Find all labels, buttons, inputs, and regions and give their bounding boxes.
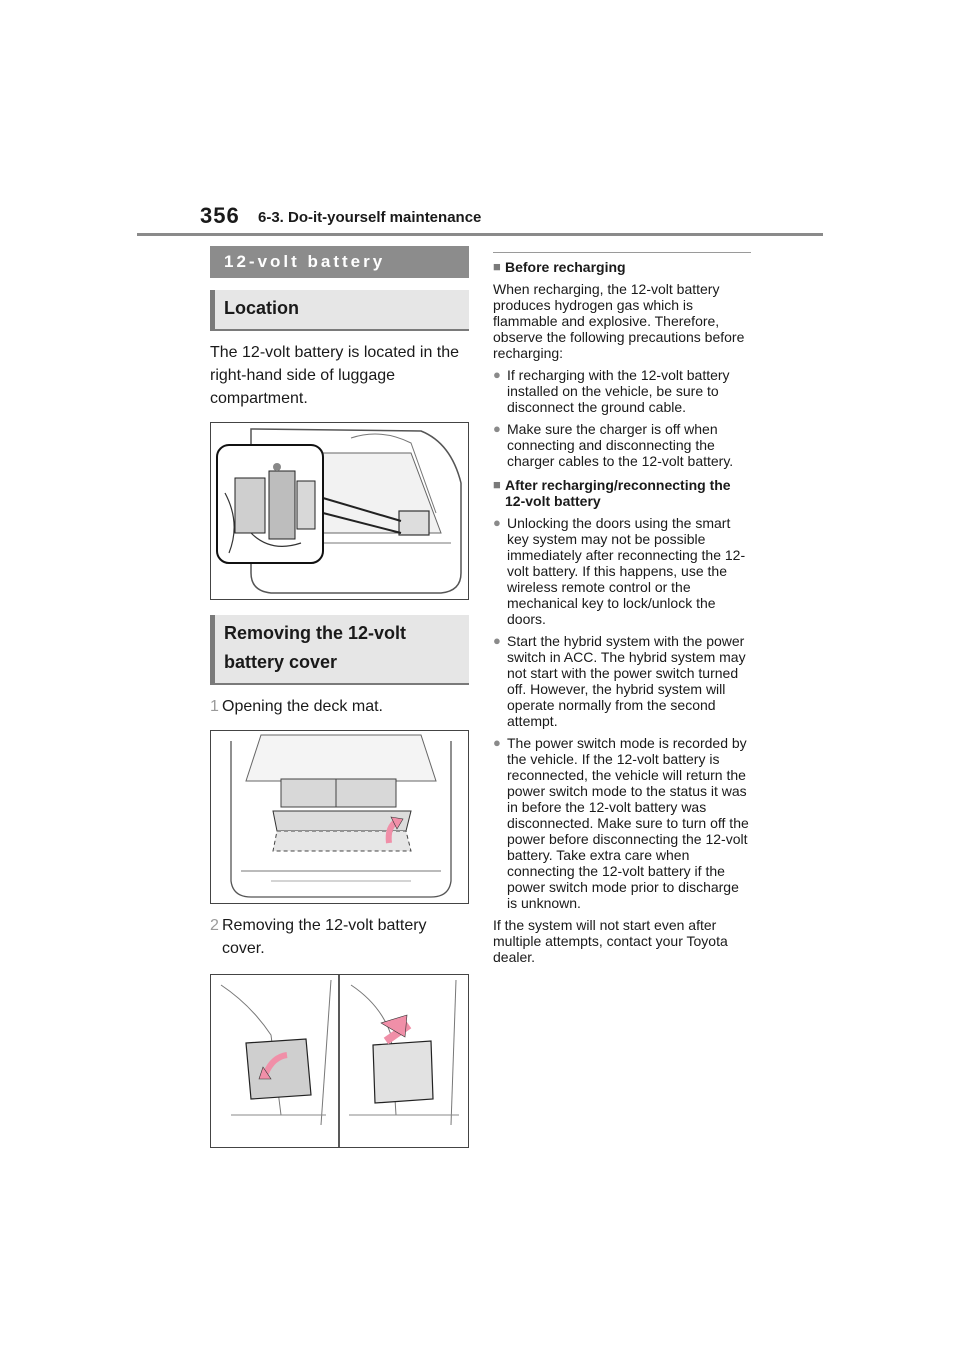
before-heading-text: Before recharging [505,259,626,275]
right-top-rule [493,252,751,253]
bullet-text: The power switch mode is recorded by the vehicle. If the 12-volt battery is reconnected, the vehicle will return the power switch mode to the status it was in before the 12-volt battery was disconnected. Make sure to turn off the power before disconnecting the 12-volt battery. Take extra care when connecting the 12-volt battery if the power switch mode prior to discharge is unknown. [507,735,749,911]
section-title: 12-volt battery [210,246,469,278]
right-column [493,252,751,965]
before-recharging-heading [493,259,751,275]
step-2 [210,914,469,960]
after-bullet-1 [493,515,751,627]
deck-mat-figure [210,730,469,904]
battery-cover-figure [210,974,469,1148]
bullet-text: Start the hybrid system with the power switch in ACC. The hybrid system may not start with the power switch turned off. However, the hybrid system will operate normally from the second attempt. [507,633,746,729]
after-heading-text: After recharging/reconnecting the 12-volt battery [505,477,731,509]
before-bullet-1 [493,367,751,415]
closing-text: If the system will not start even after multiple attempts, contact your Toyota dealer. [493,917,728,965]
before-bullet-2 [493,421,751,469]
circle-bullet-icon: ● [493,633,501,648]
step-1-number: 1 [210,698,219,715]
bullet-text: If recharging with the 12-volt battery installed on the vehicle, be sure to disconnect the ground cable. [507,367,730,415]
bullet-text: Unlocking the doors using the smart key system may not be possible immediately after reconnecting the 12-volt battery. If this happens, use the wireless remote control or the mechanical key to lock/unlock the doors. [507,515,746,627]
left-column [210,246,469,1148]
circle-bullet-icon: ● [493,367,501,382]
step-2-number: 2 [210,917,219,934]
page-number: 356 [200,203,240,228]
circle-bullet-icon: ● [493,735,501,750]
step-1-text: Opening the deck mat. [222,698,383,715]
battery-location-figure [210,422,469,600]
after-bullet-2 [493,633,751,729]
after-recharging-heading [493,477,751,509]
location-heading: Location [210,290,469,331]
step-2-text: Removing the 12-volt battery cover. [222,917,427,957]
after-bullet-3 [493,735,751,911]
square-bullet-icon: ■ [493,259,501,274]
bullet-text: Make sure the charger is off when connecting and disconnecting the charger cables to the 12-volt battery. [507,421,734,469]
step-1 [210,695,469,718]
before-text: When recharging, the 12-volt battery produces hydrogen gas which is flammable and explosive. Therefore, observe the following precautions before recharging: [493,281,745,361]
header-rule [137,233,823,236]
square-bullet-icon: ■ [493,477,501,492]
running-head: 6-3. Do-it-yourself maintenance [258,209,482,226]
location-text: The 12-volt battery is located in the right-hand side of luggage compartment. [210,344,460,407]
circle-bullet-icon: ● [493,515,501,530]
circle-bullet-icon: ● [493,421,501,436]
removing-heading: Removing the 12-volt battery cover [210,615,469,685]
